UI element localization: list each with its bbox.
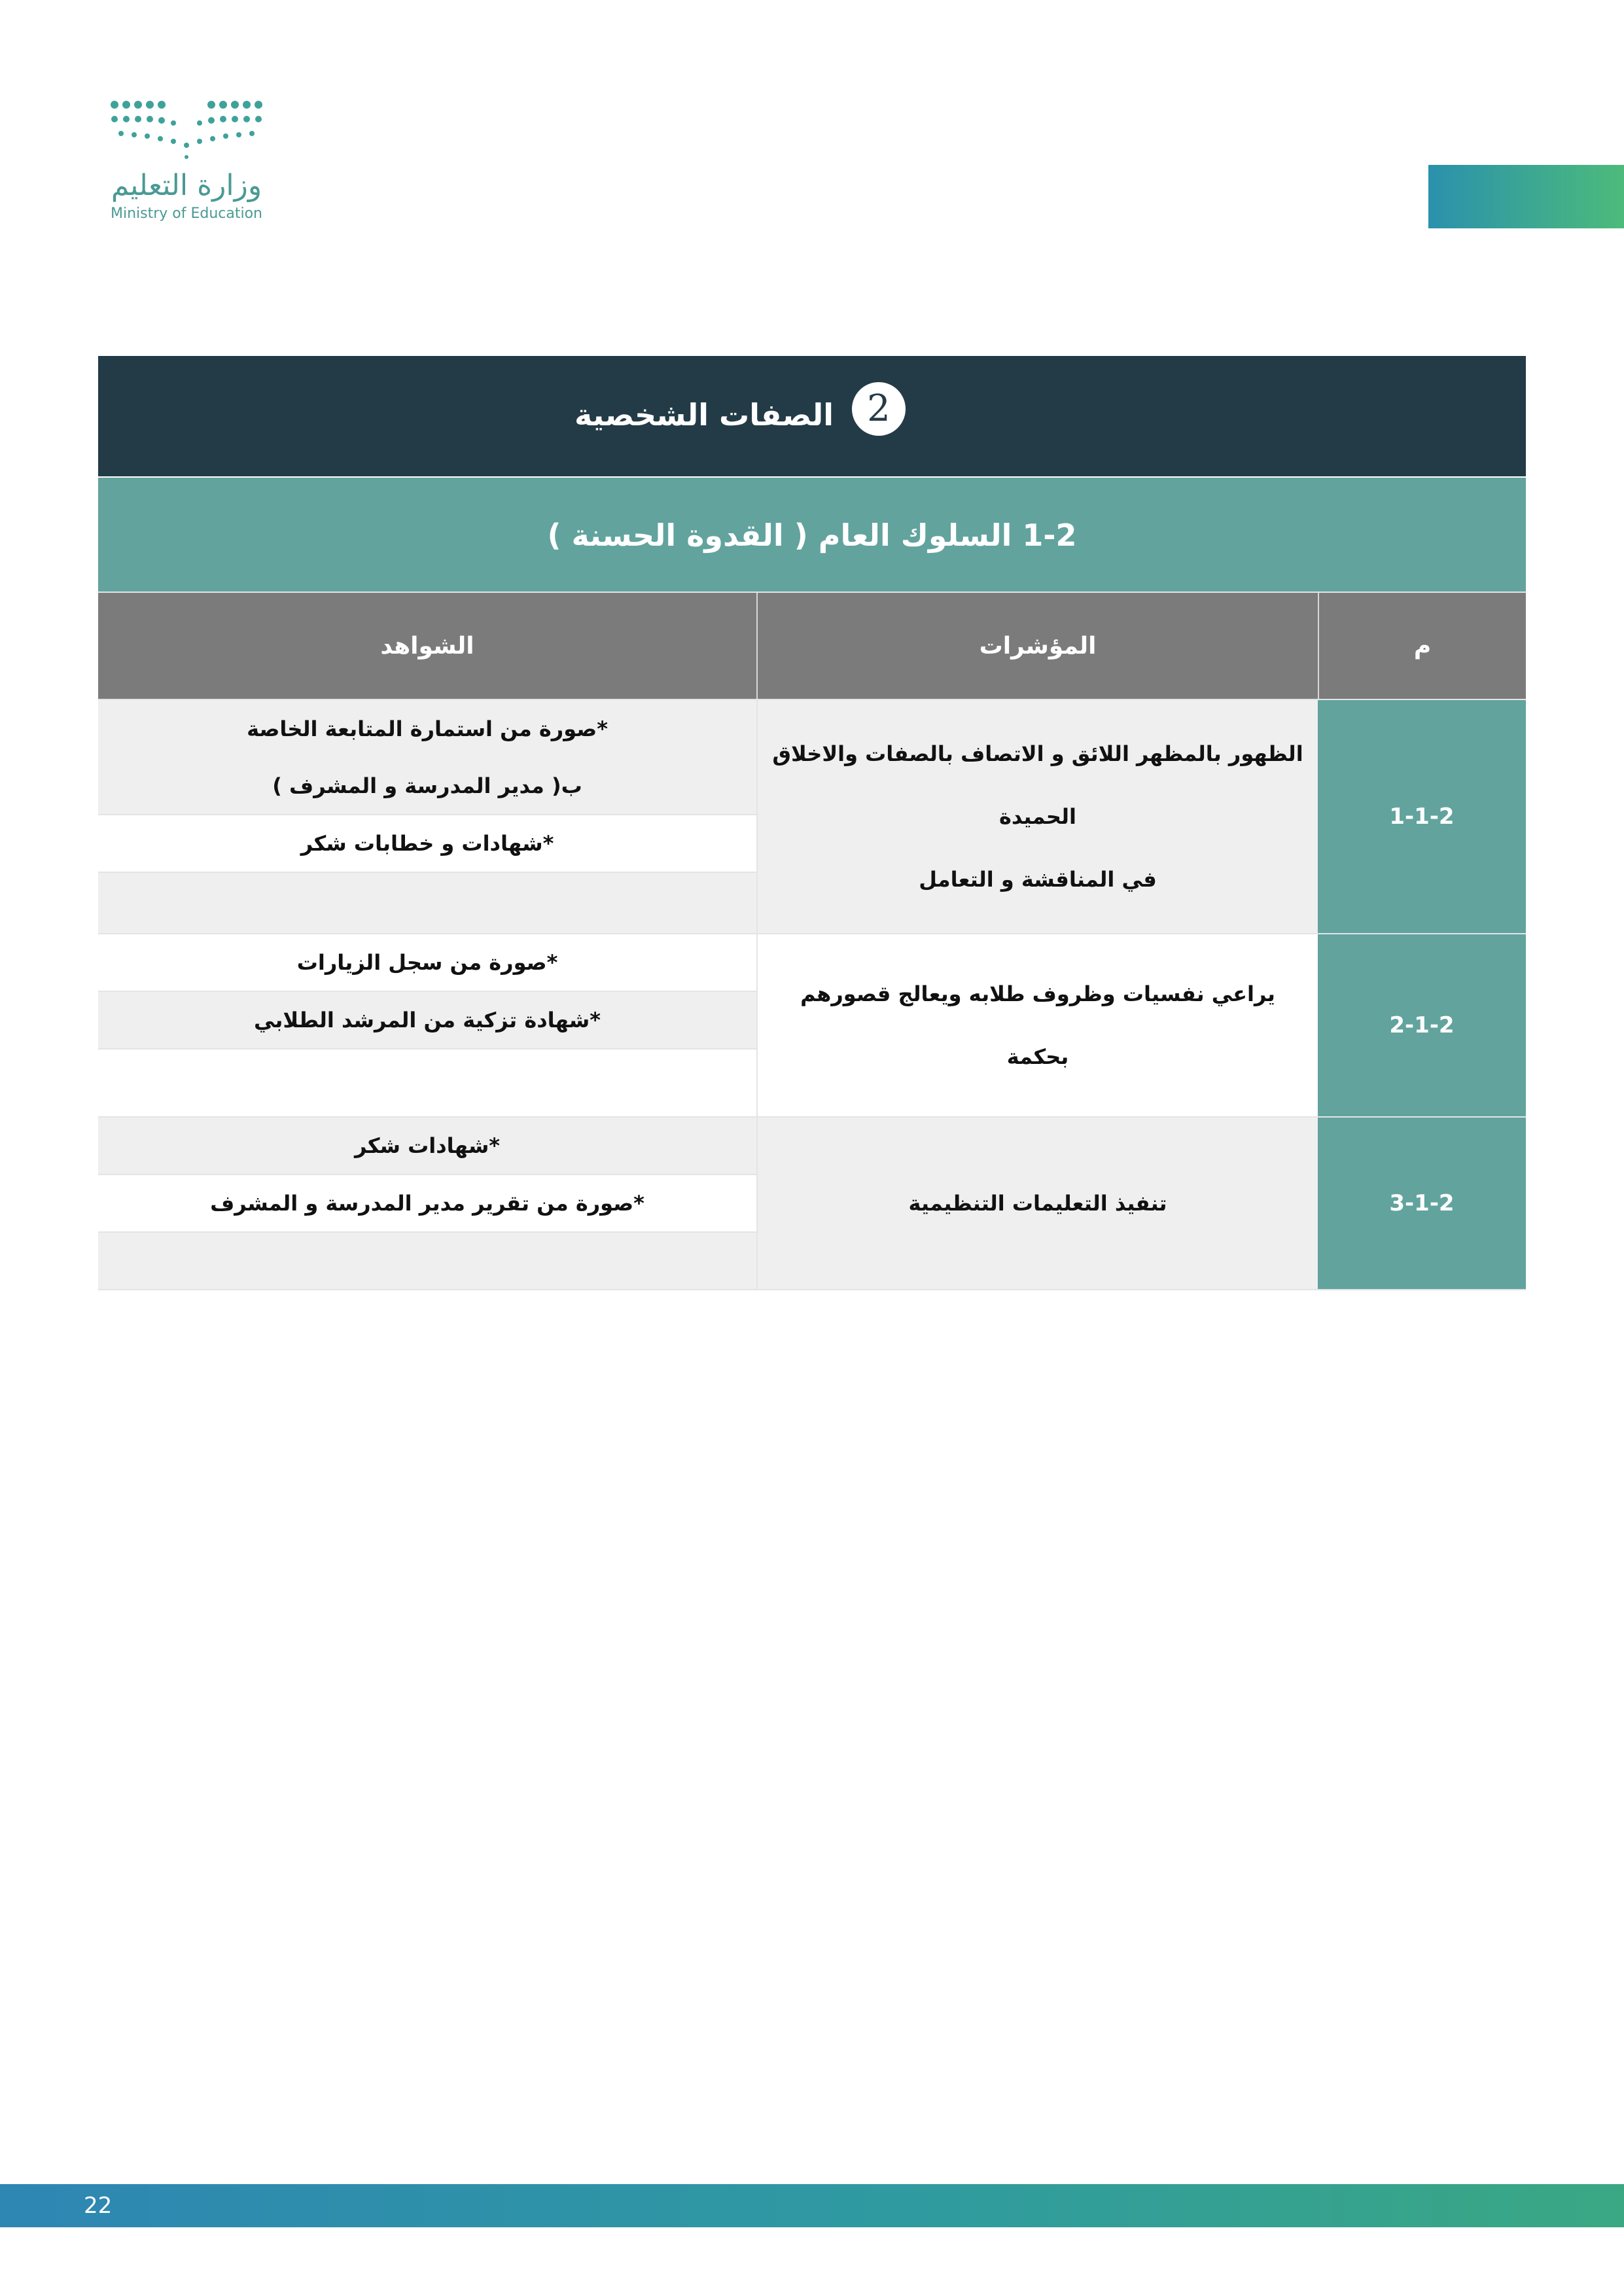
logo-arabic-name: وزارة التعليم: [111, 169, 262, 202]
table-row: [98, 1116, 1526, 1290]
evidence-item-empty: [98, 873, 756, 933]
row-evidence: [98, 934, 756, 1116]
row-indicator: [756, 1118, 1318, 1289]
row-number: 3-1-2: [1318, 1118, 1526, 1289]
indicator-line: في المناقشة و التعامل: [919, 867, 1157, 892]
subsection-title: 1-2 السلوك العام ( القدوة الحسنة ): [547, 518, 1077, 553]
indicator-line: الظهور بالمظهر اللائق و الاتصاف بالصفات والاخلاق الحميدة: [772, 741, 1303, 829]
evidence-item: *شهادات و خطابات شكر: [98, 815, 756, 873]
row-number: 2-1-2: [1318, 934, 1526, 1116]
evidence-item: *صورة من سجل الزيارات: [98, 934, 756, 992]
ministry-logo: [101, 98, 272, 226]
row-indicator: [756, 934, 1318, 1116]
footer-bar: [0, 2184, 1624, 2227]
header-num: م: [1318, 593, 1526, 699]
table-row: [98, 699, 1526, 933]
row-evidence: [98, 700, 756, 933]
row-number: 1-1-2: [1318, 700, 1526, 933]
subsection-header: [98, 476, 1526, 592]
indicator-line: يراعي نفسيات وظروف طلابه ويعالج قصورهم: [800, 981, 1275, 1006]
page-number: 22: [84, 2193, 113, 2219]
header-evidence: الشواهد: [380, 632, 474, 660]
evidence-item: *شهادة تزكية من المرشد الطلابي: [98, 992, 756, 1050]
evidence-item-empty: [98, 1050, 756, 1116]
indicator-line: تنفيذ التعليمات التنظيمية: [908, 1191, 1167, 1216]
evidence-item: ب( مدير المدرسة و المشرف ): [98, 758, 756, 815]
corner-accent-bar: [1428, 165, 1624, 228]
section-title: الصفات الشخصية: [574, 397, 834, 433]
evidence-item-empty: [98, 1233, 756, 1289]
row-indicator: [756, 700, 1318, 933]
table-row: [98, 933, 1526, 1116]
indicator-line: بحكمة: [1006, 1044, 1069, 1069]
evidence-item: *شهادات شكر: [98, 1118, 756, 1175]
row-evidence: [98, 1118, 756, 1289]
section-header: [98, 356, 1526, 476]
header-indicators: المؤشرات: [756, 593, 1318, 699]
evidence-item: *صورة من تقرير مدير المدرسة و المشرف: [98, 1175, 756, 1233]
section-number-badge: 2: [852, 382, 906, 436]
standards-table: [98, 356, 1526, 1290]
logo-english-name: Ministry of Education: [110, 205, 263, 222]
evidence-item: *صورة من استمارة المتابعة الخاصة: [98, 700, 756, 758]
logo-dots-icon: [108, 98, 265, 164]
table-header-row: [98, 592, 1526, 699]
